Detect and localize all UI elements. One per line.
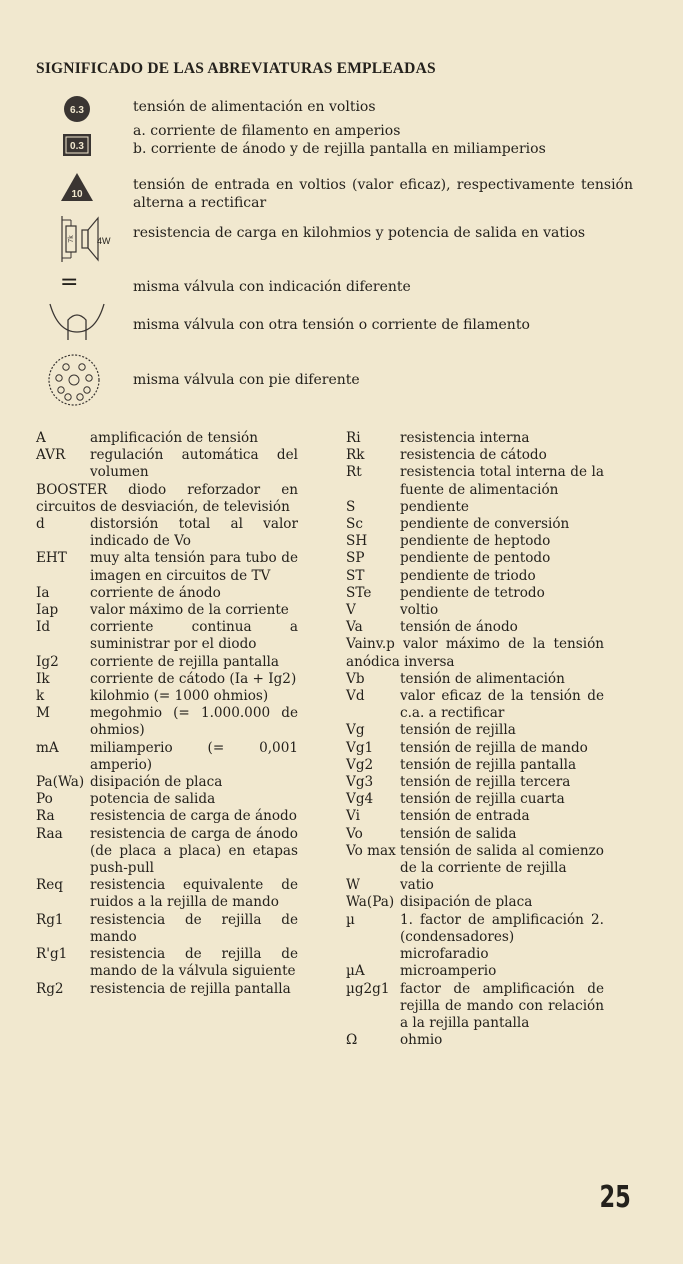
glossary-abbreviation: Ra — [36, 808, 55, 825]
glossary-abbreviation: W — [346, 877, 360, 894]
glossary-entry — [346, 619, 604, 636]
glossary-entry — [36, 740, 298, 774]
glossary-definition: regulación automática del volumen — [90, 447, 298, 481]
glossary-abbreviation: Req — [36, 877, 63, 894]
glossary-right-column — [346, 430, 604, 1049]
glossary-abbreviation: AVR — [36, 447, 66, 464]
glossary-definition: tensión de rejilla — [400, 722, 516, 739]
glossary-entry — [36, 688, 298, 705]
glossary-abbreviation: µA — [346, 963, 365, 980]
glossary-entry — [346, 757, 604, 774]
glossary-definition: voltio — [400, 602, 439, 619]
glossary-abbreviation: Vg2 — [346, 756, 374, 773]
glossary-entry — [36, 430, 298, 447]
glossary-definition: resistencia equivalente de ruidos a la rejilla de mando — [90, 877, 298, 911]
anode-current-text: b. corriente de ánodo y de rejilla pantalla en miliamperios — [133, 141, 546, 157]
glossary-entry — [36, 550, 298, 584]
glossary-definition: tensión de ánodo — [400, 619, 518, 636]
glossary-entry — [346, 1032, 604, 1049]
glossary-entry — [36, 671, 298, 688]
glossary-entry — [346, 688, 604, 722]
glossary-entry — [346, 636, 604, 670]
glossary-definition: valor máximo de la tensión anódica inversa — [346, 636, 605, 670]
glossary-definition: corriente de cátodo (Ia + Ig2) — [90, 670, 297, 687]
glossary-abbreviation: STe — [346, 584, 372, 601]
glossary-abbreviation: Rk — [346, 447, 365, 464]
glossary-abbreviation: k — [36, 688, 45, 705]
supply-voltage-text: tensión de alimentación en voltios — [133, 99, 376, 115]
glossary-abbreviation: V — [346, 602, 356, 619]
glossary-entry — [36, 705, 298, 739]
glossary-abbreviation: Vainv.p — [346, 636, 395, 653]
current-square-icon — [62, 133, 92, 157]
glossary-definition: disipación de placa — [90, 774, 223, 791]
glossary-entry — [346, 877, 604, 894]
glossary-abbreviation: Rt — [346, 464, 362, 481]
glossary-definition: valor máximo de la corriente — [90, 602, 289, 619]
glossary-definition: kilohmio (= 1000 ohmios) — [90, 688, 269, 705]
glossary-definition: tensión de rejilla de mando — [400, 739, 588, 756]
glossary-definition: resistencia de cátodo — [400, 447, 547, 464]
glossary-entry — [346, 843, 604, 877]
glossary-abbreviation: Vg1 — [346, 739, 374, 756]
glossary-entry — [36, 602, 298, 619]
glossary-abbreviation: d — [36, 516, 45, 533]
glossary-entry — [346, 671, 604, 688]
glossary-abbreviation: µg2g1 — [346, 980, 390, 997]
glossary-entry — [346, 808, 604, 825]
tube-base-icon — [46, 352, 102, 408]
glossary-definition: corriente de ánodo — [90, 584, 221, 601]
svg-text:7k: 7k — [68, 235, 75, 243]
glossary-definition: pendiente de pentodo — [400, 550, 551, 567]
page-title: SIGNIFICADO DE LAS ABREVIATURAS EMPLEADAS — [36, 60, 436, 77]
glossary-entry — [36, 585, 298, 602]
glossary-definition: resistencia interna — [400, 430, 530, 446]
glossary-left-column — [36, 430, 298, 998]
glossary-abbreviation: SP — [346, 550, 365, 567]
glossary-entry — [36, 981, 298, 998]
glossary-definition: pendiente de triodo — [400, 567, 536, 584]
glossary-definition: tensión de entrada — [400, 808, 530, 825]
glossary-abbreviation: Rg1 — [36, 911, 64, 928]
glossary-entry — [36, 447, 298, 481]
glossary-definition: tensión de salida al comienzo de la corriente de rejilla — [400, 842, 604, 877]
glossary-entry — [346, 981, 604, 1033]
glossary-entry — [346, 550, 604, 567]
glossary-definition: resistencia de rejilla pantalla — [90, 980, 291, 997]
glossary-abbreviation: BOOSTER — [36, 481, 108, 498]
glossary-entry — [346, 740, 604, 757]
glossary-entry — [36, 791, 298, 808]
glossary-entry — [36, 912, 298, 946]
glossary-entry — [346, 533, 604, 550]
glossary-abbreviation: R'g1 — [36, 946, 68, 963]
power-label: 4W — [97, 236, 111, 246]
glossary-abbreviation: Vg4 — [346, 791, 374, 808]
equal-icon: = — [60, 270, 79, 295]
glossary-definition: resistencia de carga de ánodo (de placa a placa) en etapas push-pull — [90, 825, 298, 877]
glossary-definition: resistencia de rejilla de mando — [90, 911, 298, 945]
glossary-definition: diodo reforzador en circuitos de desviación, de televisión — [36, 481, 298, 515]
glossary-entry — [36, 654, 298, 671]
glossary-definition: distorsión total al valor indicado de Vo — [90, 516, 298, 550]
glossary-entry — [36, 808, 298, 825]
glossary-definition: megohmio (= 1.000.000 de ohmios) — [90, 705, 298, 739]
glossary-abbreviation: Wa(Pa) — [346, 894, 395, 911]
glossary-abbreviation: M — [36, 705, 50, 722]
glossary-abbreviation: Ω — [346, 1032, 358, 1049]
filament-variant-text: misma válvula con otra tensión o corriente de filamento — [133, 317, 530, 333]
svg-text:6.3: 6.3 — [70, 105, 84, 116]
glossary-entry — [36, 826, 298, 878]
glossary-abbreviation: Pa(Wa) — [36, 774, 85, 791]
glossary-abbreviation: Vd — [346, 688, 365, 705]
glossary-entry — [346, 774, 604, 791]
glossary-abbreviation: Ig2 — [36, 653, 59, 670]
glossary-abbreviation: Ri — [346, 430, 361, 446]
glossary-definition: tensión de alimentación — [400, 670, 565, 687]
glossary-definition: tensión de rejilla tercera — [400, 774, 571, 791]
glossary-abbreviation: Vi — [346, 808, 360, 825]
glossary-definition: pendiente — [400, 498, 469, 515]
glossary-entry — [36, 946, 298, 980]
input-voltage-triangle-icon — [60, 172, 94, 202]
glossary-abbreviation: Vo max — [346, 842, 396, 859]
svg-text:10: 10 — [71, 189, 83, 200]
glossary-definition: tensión de salida — [400, 825, 517, 842]
glossary-definition: pendiente de conversión — [400, 516, 570, 533]
glossary-definition: resistencia total interna de la fuente de alimentación — [400, 464, 604, 498]
glossary-definition: 1. factor de amplificación 2. (condensadores) microfaradio — [400, 911, 604, 963]
glossary-entry — [346, 722, 604, 739]
glossary-entry — [346, 585, 604, 602]
glossary-abbreviation: mA — [36, 739, 59, 756]
glossary-abbreviation: Rg2 — [36, 980, 64, 997]
glossary-entry — [346, 602, 604, 619]
glossary-definition: potencia de salida — [90, 791, 216, 808]
glossary-abbreviation: A — [36, 430, 46, 446]
glossary-abbreviation: Sc — [346, 516, 363, 533]
glossary-entry — [346, 464, 604, 498]
glossary-abbreviation: Vg — [346, 722, 365, 739]
glossary-entry — [346, 826, 604, 843]
input-voltage-text: tensión de entrada en voltios (valor eficaz), respectivamente tensión alterna a rectificar — [133, 177, 633, 211]
glossary-definition: corriente de rejilla pantalla — [90, 653, 279, 670]
glossary-entry — [36, 774, 298, 791]
glossary-entry — [346, 447, 604, 464]
glossary-entry — [36, 516, 298, 550]
svg-text:0.3: 0.3 — [70, 141, 84, 152]
glossary-definition: valor eficaz de la tensión de c.a. a rectificar — [400, 688, 604, 722]
glossary-abbreviation: Po — [36, 791, 53, 808]
glossary-entry — [346, 912, 604, 964]
glossary-entry — [346, 430, 604, 447]
glossary-abbreviation: Vo — [346, 825, 363, 842]
glossary-entry — [346, 499, 604, 516]
glossary-definition: disipación de placa — [400, 894, 533, 911]
glossary-abbreviation: Iap — [36, 602, 59, 619]
glossary-definition: tensión de rejilla cuarta — [400, 791, 565, 808]
supply-voltage-circle-icon — [62, 94, 92, 124]
glossary-abbreviation: ST — [346, 567, 365, 584]
glossary-definition: factor de amplificación de rejilla de mando con relación a la rejilla pantalla — [400, 980, 604, 1031]
glossary-entry — [346, 516, 604, 533]
glossary-abbreviation: Vg3 — [346, 774, 374, 791]
glossary-definition: muy alta tensión para tubo de imagen en circuitos de TV — [90, 550, 298, 584]
glossary-abbreviation: Va — [346, 619, 363, 636]
glossary-definition: resistencia de carga de ánodo — [90, 808, 297, 825]
glossary-definition: corriente continua a suministrar por el diodo — [90, 619, 298, 653]
glossary-entry — [346, 791, 604, 808]
page-number: 25 — [599, 1180, 631, 1215]
glossary-definition: resistencia de rejilla de mando de la válvula siguiente — [90, 946, 298, 980]
same-valve-text: misma válvula con indicación diferente — [133, 279, 411, 295]
filament-current-text: a. corriente de filamento en amperios — [133, 123, 401, 139]
glossary-definition: pendiente de heptodo — [400, 533, 551, 550]
different-base-text: misma válvula con pie diferente — [133, 372, 360, 388]
glossary-definition: pendiente de tetrodo — [400, 584, 545, 601]
glossary-abbreviation: Ia — [36, 584, 50, 601]
glossary-entry — [346, 568, 604, 585]
glossary-entry — [346, 963, 604, 980]
load-power-text: resistencia de carga en kilohmios y potencia de salida en vatios — [133, 225, 586, 241]
filament-icon — [48, 302, 106, 342]
glossary-definition: vatio — [400, 877, 434, 894]
glossary-abbreviation: EHT — [36, 550, 67, 567]
glossary-definition: amplificación de tensión — [90, 430, 258, 446]
glossary-entry — [36, 877, 298, 911]
glossary-entry — [36, 482, 298, 516]
glossary-entry — [36, 619, 298, 653]
glossary-abbreviation: Vb — [346, 670, 365, 687]
glossary-abbreviation: µ — [346, 911, 355, 928]
glossary-definition: miliamperio (= 0,001 amperio) — [90, 739, 298, 773]
glossary-abbreviation: Ik — [36, 670, 50, 687]
glossary-abbreviation: Id — [36, 619, 51, 636]
glossary-abbreviation: Raa — [36, 825, 63, 842]
glossary-abbreviation: SH — [346, 533, 368, 550]
glossary-definition: tensión de rejilla pantalla — [400, 756, 577, 773]
glossary-definition: ohmio — [400, 1032, 443, 1049]
glossary-entry — [346, 894, 604, 911]
glossary-definition: microamperio — [400, 963, 497, 980]
glossary-abbreviation: S — [346, 498, 356, 515]
